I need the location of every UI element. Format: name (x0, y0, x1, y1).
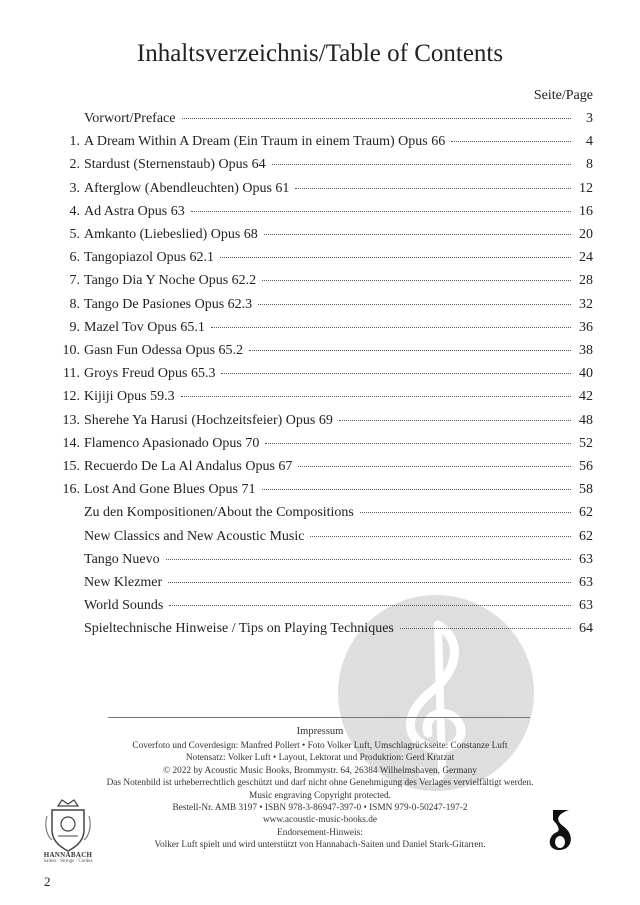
toc-entry-title: Tango Nuevo (84, 551, 160, 567)
impressum-line: Volker Luft spielt und wird unterstützt von Hannabach-Saiten und Daniel Stark-Gitarren. (154, 840, 486, 851)
toc-entry-number: 1. (69, 134, 80, 150)
toc-entry-page: 28 (579, 273, 593, 289)
toc-entry (84, 504, 593, 522)
toc-entry (54, 249, 593, 267)
toc-entry-title: Stardust (Sternenstaub) Opus 64 (84, 157, 266, 173)
toc-entry-title: Lost And Gone Blues Opus 71 (84, 482, 256, 498)
toc-entry-title: Tango Dia Y Noche Opus 62.2 (84, 273, 257, 289)
toc-entry-number: 10. (62, 343, 80, 358)
toc-leader-dots (191, 211, 571, 212)
toc-entry-title: Sherehe Ya Harusi (Hochzeitsfeier) Opus 69 (84, 412, 333, 428)
toc-entry (54, 458, 593, 476)
toc-entry-page: 48 (579, 412, 593, 428)
toc-entry-title: Gasn Fun Odessa Opus 65.2 (84, 343, 244, 358)
toc-leader-dots (262, 280, 571, 281)
toc-entry-page: 8 (586, 157, 593, 173)
toc-entry (84, 528, 593, 546)
toc-entry (84, 620, 593, 638)
toc-entry (54, 203, 593, 221)
toc-entry-number: 2. (69, 157, 80, 173)
toc-leader-dots (265, 443, 571, 444)
toc-entry-page: 58 (579, 482, 593, 498)
toc-entry-title: Recuerdo De La Al Andalus Opus 67 (84, 459, 293, 474)
toc-entry (54, 365, 593, 383)
toc-leader-dots (249, 350, 571, 351)
toc-entry-page: 62 (579, 528, 593, 544)
toc-entry-number: 3. (69, 180, 80, 196)
toc-leader-dots (258, 304, 571, 305)
toc-entry-page: 4 (586, 134, 593, 150)
toc-entry-number: 8. (69, 296, 80, 312)
toc-leader-dots (295, 188, 571, 189)
toc-entry-number: 7. (69, 273, 80, 289)
toc-entry-page: 56 (579, 459, 593, 474)
toc-leader-dots (182, 118, 572, 119)
toc-entry-page: 64 (579, 621, 593, 637)
impressum-line: Coverfoto und Coverdesign: Manfred Pollert • Foto Volker Luft, Umschlagrückseite: Constanze Luft (132, 741, 508, 751)
toc-entry-page: 36 (579, 319, 593, 335)
impressum-line: Das Notenbild ist urheberrechtlich geschützt und darf nicht ohne Genehmigung des Verlages vervielfältigt werden. (106, 778, 534, 789)
toc-leader-dots (451, 141, 571, 142)
toc-entry (54, 319, 593, 337)
toc-entry (54, 133, 593, 151)
toc-entry-title: Spieltechnische Hinweise / Tips on Playing Techniques (84, 621, 394, 637)
toc-entry-title: Vorwort/Preface (84, 111, 176, 126)
hannabach-crest-logo (44, 796, 92, 854)
toc-entry-page: 24 (579, 250, 593, 266)
toc-leader-dots (264, 234, 571, 235)
toc-entry (54, 272, 593, 290)
toc-entry-page: 32 (579, 296, 593, 312)
toc-entry-page: 62 (579, 505, 593, 521)
toc-entry-number: 16. (62, 482, 80, 498)
toc-entry-title: New Klezmer (84, 575, 163, 590)
toc-entry-page: 12 (579, 180, 593, 196)
toc-entry-page: 3 (586, 111, 593, 126)
toc-entry-title: Amkanto (Liebeslied) Opus 68 (84, 227, 258, 242)
toc-entry-title: Afterglow (Abendleuchten) Opus 61 (84, 180, 290, 196)
toc-entry (54, 481, 593, 499)
impressum-line: Bestell-Nr. AMB 3197 • ISBN 978-3-86947-397-0 • ISMN 979-0-50247-197-2 (172, 803, 468, 813)
toc-entry-title: World Sounds (84, 598, 164, 614)
impressum-line: www.acoustic-music-books.de (262, 815, 378, 826)
toc-entry (84, 110, 593, 128)
toc-leader-dots (360, 512, 571, 513)
toc-leader-dots (220, 257, 571, 258)
toc-entry-title: Zu den Kompositionen/About the Compositions (84, 505, 354, 521)
impressum-line: Music engraving Copyright protected. (248, 790, 391, 801)
toc-entry (54, 156, 593, 174)
toc-entry (84, 551, 593, 569)
toc-entry-title: Groys Freud Opus 65.3 (84, 366, 216, 382)
impressum-divider (108, 717, 530, 718)
toc-entry-page: 63 (579, 598, 593, 614)
toc-entry-title: New Classics and New Acoustic Music (84, 528, 305, 544)
toc-leader-dots (211, 327, 571, 328)
toc-leader-dots (272, 164, 571, 165)
toc-entry-title: Mazel Tov Opus 65.1 (84, 319, 205, 335)
toc-entry (84, 597, 593, 615)
toc-entry-page: 42 (579, 389, 593, 405)
toc-entry-page: 63 (579, 551, 593, 567)
toc-entry-title: Kijiji Opus 59.3 (84, 389, 175, 405)
toc-entry (54, 435, 593, 453)
toc-entry-number: 9. (69, 319, 80, 335)
impressum-line: Endorsement-Hinweis: (277, 827, 363, 838)
toc-entry (54, 296, 593, 314)
toc-entry-title: Tangopiazol Opus 62.1 (84, 250, 215, 266)
toc-leader-dots (181, 396, 571, 397)
toc-entry (54, 226, 593, 244)
toc-entry-number: 6. (69, 250, 80, 266)
toc-leader-dots (298, 466, 571, 467)
toc-leader-dots (168, 582, 571, 583)
toc-leader-dots (400, 628, 571, 629)
toc-entry-page: 38 (579, 343, 593, 358)
toc-leader-dots (310, 536, 571, 537)
toc-entry-page: 63 (579, 575, 593, 590)
toc-entry-number: 15. (62, 459, 80, 474)
toc-entry-title: Ad Astra Opus 63 (84, 203, 185, 219)
toc-leader-dots (221, 373, 571, 374)
page-number: 2 (44, 874, 51, 889)
toc-entry-number: 11. (63, 366, 80, 382)
toc-entry-number: 5. (69, 227, 80, 242)
hannabach-logo-text: HANNABACH (43, 851, 93, 859)
toc-entry-page: 20 (579, 227, 593, 242)
page-column-label: Seite/Page (533, 88, 593, 103)
toc-leader-dots (166, 559, 571, 560)
toc-entry-number: 4. (69, 203, 80, 219)
toc-entry-number: 12. (62, 389, 80, 405)
toc-entry-title: Tango De Pasiones Opus 62.3 (84, 296, 253, 312)
impressum-line: Notensatz: Volker Luft • Layout, Lektorat und Produktion: Gerd Kratzat (185, 753, 455, 764)
toc-leader-dots (169, 605, 571, 606)
toc-entry-page: 16 (579, 203, 593, 219)
toc-leader-dots (262, 489, 572, 490)
toc-entry (84, 574, 593, 592)
impressum-line: © 2022 by Acoustic Music Books, Brommystr. 64, 26384 Wilhelmshaven, Germany (163, 765, 477, 776)
hannabach-logo-subtext: Saiten · Strings · Cordes (43, 859, 93, 864)
toc-leader-dots (339, 420, 571, 421)
page-title: Inhaltsverzeichnis/Table of Contents (136, 40, 504, 67)
toc-entry (54, 342, 593, 360)
toc-entry (54, 180, 593, 198)
toc-entry (54, 388, 593, 406)
acoustic-music-books-logo (543, 806, 579, 854)
toc-entry-number: 14. (62, 435, 80, 451)
toc-entry-title: Flamenco Apasionado Opus 70 (84, 435, 260, 451)
toc-entry-page: 52 (579, 435, 593, 451)
toc-entry-title: A Dream Within A Dream (Ein Traum in einem Traum) Opus 66 (84, 134, 446, 150)
toc-entry-page: 40 (579, 366, 593, 382)
toc-entry-number: 13. (62, 412, 80, 428)
impressum-title: Impressum (296, 726, 344, 737)
toc-entry (54, 412, 593, 430)
